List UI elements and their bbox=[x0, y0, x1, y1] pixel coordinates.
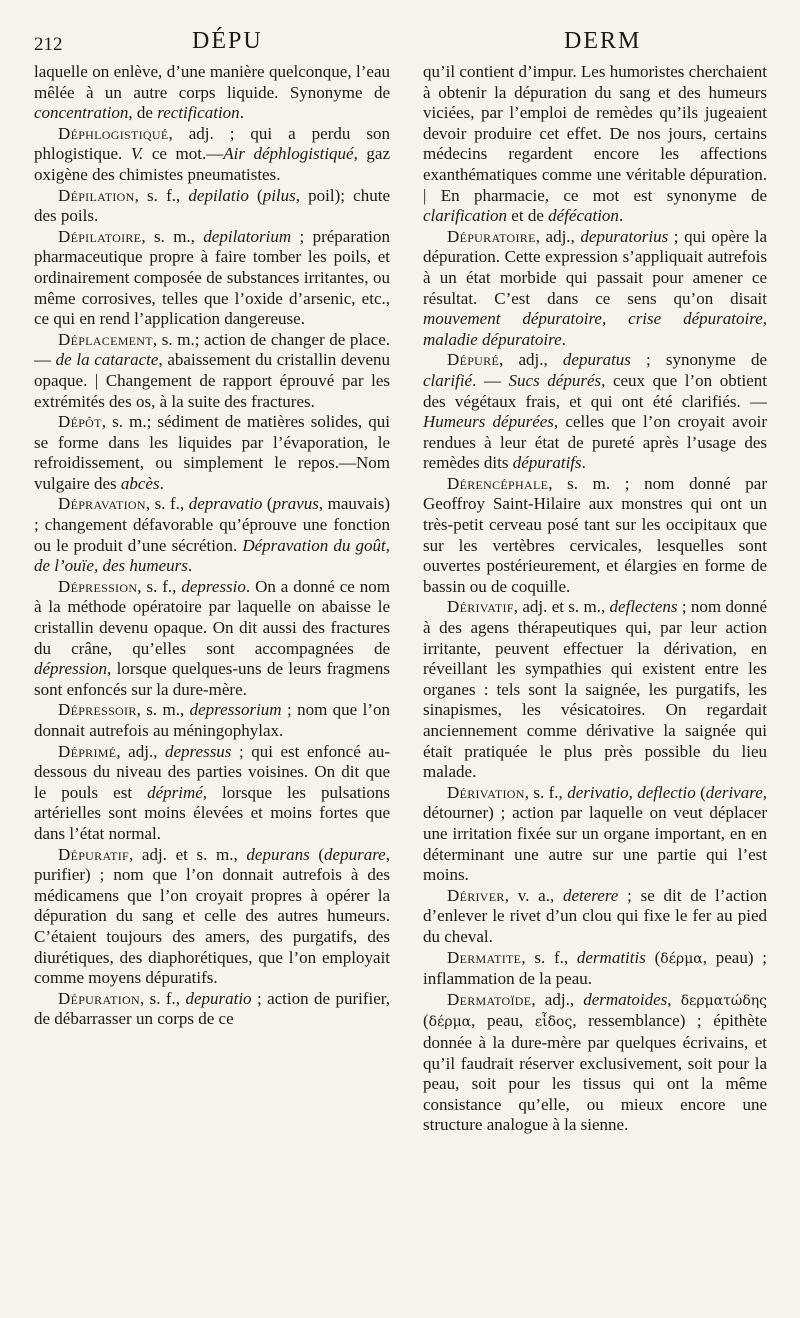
dictionary-entry bbox=[34, 330, 390, 412]
left-column bbox=[34, 62, 390, 1030]
italic-term: deterere bbox=[562, 885, 619, 905]
entry-headword: Déphlogistiqué bbox=[58, 123, 169, 143]
entry-text: . bbox=[159, 473, 164, 493]
entry-text: , lorsque quelques-uns de leurs fragmens sont enfoncés sur la dure-mère. bbox=[34, 659, 390, 699]
italic-term: depravatio bbox=[188, 494, 263, 514]
greek-term: δερματώδης bbox=[680, 992, 767, 1009]
entry-text: ; nom donné à des agens thérapeutiques qui, par leur action irritante, peuvent effectuer la dérivation, en réveillant les sympathies qui existent entre les organes : tels sont la saignée, les purgatifs, les sinapismes, les vésicatoires. On regardait anciennement comme dérivative la saignée qui était pratiquée le plus près possible du lieu malade. bbox=[423, 597, 767, 782]
italic-term: rectification bbox=[157, 103, 240, 123]
entry-text: , poil); chute des poils. bbox=[34, 185, 390, 226]
italic-term: depressorium bbox=[189, 700, 282, 720]
page-number: 212 bbox=[34, 34, 63, 55]
italic-term: depilatorium bbox=[203, 226, 292, 246]
entry-text: . bbox=[239, 103, 244, 123]
entry-text: , peau) ; inflammation de la peau. bbox=[423, 947, 768, 989]
running-head-right: DERM bbox=[564, 28, 642, 54]
entry-text: , peau, bbox=[471, 1011, 535, 1031]
entry-text: , adj., bbox=[531, 989, 584, 1009]
entry-text: , v. a., bbox=[504, 885, 563, 905]
entry-text: ( bbox=[262, 494, 273, 514]
italic-term: concentration bbox=[34, 103, 129, 123]
entry-text: , s. f., bbox=[139, 988, 186, 1008]
entry-text: , adj. ; qui a perdu son phlogistique. bbox=[34, 123, 390, 164]
entry-text: , s. f., bbox=[134, 185, 189, 205]
entry-headword: Dériver bbox=[447, 885, 505, 905]
entry-headword: Dépressoir bbox=[58, 700, 137, 720]
page-header bbox=[34, 28, 774, 60]
entry-text: , adj. et s. m., bbox=[513, 597, 610, 617]
dictionary-entry bbox=[423, 990, 767, 1136]
entry-text: ; action de purifier, de débarrasser un corps de ce bbox=[34, 988, 390, 1029]
italic-term: clarification bbox=[423, 206, 508, 226]
dictionary-entry bbox=[34, 742, 390, 845]
greek-term: δέρμα bbox=[660, 950, 703, 967]
dictionary-entry bbox=[34, 412, 390, 494]
dictionary-entry bbox=[423, 597, 767, 782]
entry-text: , de bbox=[128, 103, 158, 123]
italic-term: de la cataracte bbox=[55, 350, 159, 370]
entry-text: , adj., bbox=[535, 226, 581, 246]
dictionary-entry bbox=[34, 186, 390, 227]
italic-term: abcès bbox=[120, 473, 160, 493]
italic-term: depuratio bbox=[185, 988, 252, 1008]
dictionary-entry bbox=[34, 124, 390, 186]
entry-headword: Dermatoïde bbox=[447, 989, 532, 1009]
continued-text bbox=[423, 62, 767, 227]
entry-text: , s. m., bbox=[141, 226, 204, 246]
running-head-left: DÉPU bbox=[192, 28, 263, 54]
entry-text: , gaz oxigène des chimistes pneumatistes. bbox=[34, 144, 391, 184]
italic-term: déprimé bbox=[147, 782, 203, 802]
entry-text: ( bbox=[309, 844, 325, 864]
entry-headword: Dépuré bbox=[447, 350, 500, 370]
entry-text: ( bbox=[645, 947, 661, 967]
entry-text: . On a donné ce nom à la méthode opératoire par laquelle on abaisse le cristallin devenu opaque. On dit aussi des fractures du crâne, qu’elles sont accompagnées de bbox=[34, 576, 390, 658]
entry-text: ce mot.— bbox=[143, 144, 224, 164]
italic-term: depurans bbox=[246, 844, 310, 864]
entry-headword: Dépilatoire bbox=[58, 226, 142, 246]
dictionary-entry bbox=[34, 845, 390, 989]
entry-text: . — bbox=[472, 370, 509, 390]
entry-text: , abaissement du cristallin devenu opaque. | Changement de rapport éprouvé par les extrémités des os, à la suite des fractures. bbox=[34, 350, 391, 411]
entry-text: , adj., bbox=[116, 741, 165, 761]
entry-text: . bbox=[618, 206, 624, 226]
entry-text: , purifier) ; nom que l’on donnait autrefois à des médicamens que l’on croyait propres à opérer la dépuration du sang et celle des autres humeurs. C’étaient toujours des amers, des purgatifs, des diurétiques, des diaphorétiques, que l’on employait comme moyens dépuratifs. bbox=[34, 844, 390, 988]
entry-text: , ceux que l’on obtient des végétaux frais, et qui ont été clarifiés. — bbox=[423, 370, 767, 411]
entry-headword: Déprimé bbox=[58, 741, 117, 761]
italic-term: depuratus bbox=[562, 350, 631, 370]
dictionary-entry bbox=[423, 948, 767, 990]
entry-text: , s. f., bbox=[137, 576, 182, 596]
entry-text: , s. m.; action de changer de place. — bbox=[34, 329, 390, 370]
entry-text: , ressemblance) ; épithète donnée à la dure-mère par quelques écrivains, et qu’il faudrait réserver exclusivement, soit pour la peau, soit pour les tissus qui ont la même consistance qu’elle, ou mieux encore une structure analogue à la sienne. bbox=[423, 1011, 767, 1135]
dictionary-entry bbox=[34, 227, 390, 330]
entry-headword: Dermatite bbox=[447, 947, 522, 967]
italic-term: depuratorius bbox=[580, 226, 669, 246]
dictionary-entry bbox=[423, 227, 767, 351]
entry-headword: Dépravation bbox=[58, 494, 146, 514]
entry-headword: Dérivatif bbox=[447, 597, 514, 617]
entry-text: , s. f., bbox=[524, 782, 568, 802]
entry-text: , détourner) ; action par laquelle on veut déplacer une irritation fixée sur un organe important, en en déterminant une autre sur une partie qui l’est moins. bbox=[423, 782, 768, 885]
entry-text: , s. m. ; nom donné par Geoffroy Saint-Hilaire aux monstres qui ont un très-petit cerveau posé tant sur les occipitaux que sur les vertèbres cervicales, lesquelles sont ouvertes postérieurement, et élargies en forme de bassin ou de coquille. bbox=[423, 473, 767, 596]
entry-text: , adj., bbox=[499, 350, 563, 370]
entry-text: ; synonyme de bbox=[630, 350, 767, 370]
entry-text: ; nom que l’on donnait autrefois au méningophylax. bbox=[34, 700, 390, 740]
italic-term: depilatio bbox=[188, 185, 249, 205]
entry-text: . bbox=[581, 453, 586, 473]
italic-term: derivatio, deflectio bbox=[567, 782, 696, 802]
dictionary-entry bbox=[423, 474, 767, 598]
entry-headword: Dérivation bbox=[447, 782, 525, 802]
entry-text: ; préparation pharmaceutique propre à faire tomber les poils, et ordinairement composée de substances irritantes, ou même corrosives, telles que l’oxide d’arsenic, etc., ce qui en rend l’application dangereuse. bbox=[34, 226, 390, 329]
entry-text: , s. m., bbox=[136, 700, 190, 720]
italic-term: clarifié bbox=[423, 370, 473, 390]
entry-headword: Dépuratif bbox=[58, 844, 129, 864]
dictionary-entry bbox=[423, 350, 767, 474]
entry-headword: Déplacement bbox=[58, 329, 153, 349]
entry-text: , s. m.; sédiment de matières solides, qui se forme dans les liquides par l’évaporation, le refroidissement, ou simplement le repos.—Nom vulgaire des bbox=[34, 412, 390, 493]
italic-term: pilus bbox=[262, 185, 296, 205]
entry-text: , celles que l’on croyait avoir rendues à leur état de pureté après l’usage des remèdes dits bbox=[423, 412, 767, 473]
continued-text bbox=[34, 62, 390, 124]
italic-term: depressus bbox=[165, 741, 232, 761]
entry-text: laquelle on enlève, d’une manière quelconque, l’eau mêlée à un autre corps liquide. Synonyme de bbox=[34, 62, 390, 102]
entry-text: , s. f., bbox=[521, 947, 577, 967]
dictionary-entry bbox=[423, 783, 767, 886]
dictionary-entry bbox=[34, 577, 390, 701]
italic-term: Air déphlogistiqué bbox=[223, 144, 354, 164]
entry-text: . bbox=[187, 556, 193, 576]
italic-term: pravus bbox=[272, 494, 319, 514]
italic-term: V. bbox=[130, 144, 144, 164]
greek-term: δέρμα bbox=[428, 1014, 472, 1031]
entry-text: , s. f., bbox=[145, 494, 189, 514]
dictionary-entry bbox=[423, 886, 767, 948]
entry-text: . bbox=[561, 329, 566, 349]
entry-headword: Dérencéphale bbox=[447, 473, 549, 493]
italic-term: Dépravation du goût, de l’ouïe, des humeurs bbox=[34, 535, 390, 576]
greek-term: εἶδος bbox=[534, 1014, 573, 1031]
italic-term: dépression bbox=[34, 659, 108, 679]
italic-term: deflectens bbox=[609, 597, 678, 617]
italic-term: depurare bbox=[324, 844, 386, 864]
italic-term: dermatitis bbox=[576, 947, 646, 967]
entry-text: , mauvais) ; changement défavorable qu’éprouve une fonction ou le produit d’une sécrétion. bbox=[34, 494, 390, 555]
italic-term: défécation bbox=[548, 206, 619, 226]
entry-text: ; qui opère la dépuration. Cette expression s’appliquait autrefois à un état morbide qui passait pour amener ce résultat. C’est dans ce sens qu’on disait bbox=[423, 226, 767, 308]
dictionary-entry bbox=[34, 989, 390, 1030]
entry-text: ; qui est enfoncé au-dessous du niveau des parties voisines. On dit que le pouls est bbox=[34, 741, 390, 802]
entry-headword: Dépôt bbox=[58, 412, 102, 432]
entry-text: , bbox=[667, 989, 681, 1009]
entry-text: ; se dit de l’action d’enlever le rivet d’un clou qui fixe le fer au pied du cheval. bbox=[423, 885, 767, 946]
italic-term: Humeurs dépurées bbox=[423, 412, 554, 432]
entry-text: ( bbox=[248, 185, 263, 205]
entry-text: , adj. et s. m., bbox=[129, 844, 247, 864]
dictionary-entry bbox=[34, 494, 390, 576]
italic-term: dépuratifs bbox=[512, 453, 582, 473]
italic-term: mouvement dépuratoire, crise dépuratoire, maladie dépuratoire bbox=[423, 309, 767, 349]
entry-text: qu’il contient d’impur. Les humoristes cherchaient à obtenir la dépuration du sang et des humeurs viciées, par l’emploi de remèdes qu’ils jugeaient devoir produire cet effet. De nos jours, certains médecins regardent encore les affections exanthématiques comme une véritable dépuration. | En pharmacie, ce mot est synonyme de bbox=[423, 62, 767, 205]
entry-text: ( bbox=[695, 782, 706, 802]
dictionary-entry bbox=[34, 700, 390, 741]
entry-headword: Dépuratoire bbox=[447, 226, 536, 246]
italic-term: Sucs dépurés bbox=[508, 370, 602, 390]
entry-text: ( bbox=[423, 1011, 429, 1031]
italic-term: depressio bbox=[181, 576, 246, 596]
entry-headword: Dépression bbox=[58, 576, 138, 596]
entry-text: et de bbox=[507, 206, 549, 226]
italic-term: derivare bbox=[705, 782, 763, 802]
entry-headword: Dépuration bbox=[58, 988, 140, 1008]
entry-text: , lorsque les pulsations artérielles sont moins élevées et moins fortes que dans l’état normal. bbox=[34, 782, 390, 843]
entry-headword: Dépilation bbox=[58, 185, 135, 205]
italic-term: dermatoides bbox=[583, 989, 668, 1009]
right-column bbox=[423, 62, 767, 1136]
